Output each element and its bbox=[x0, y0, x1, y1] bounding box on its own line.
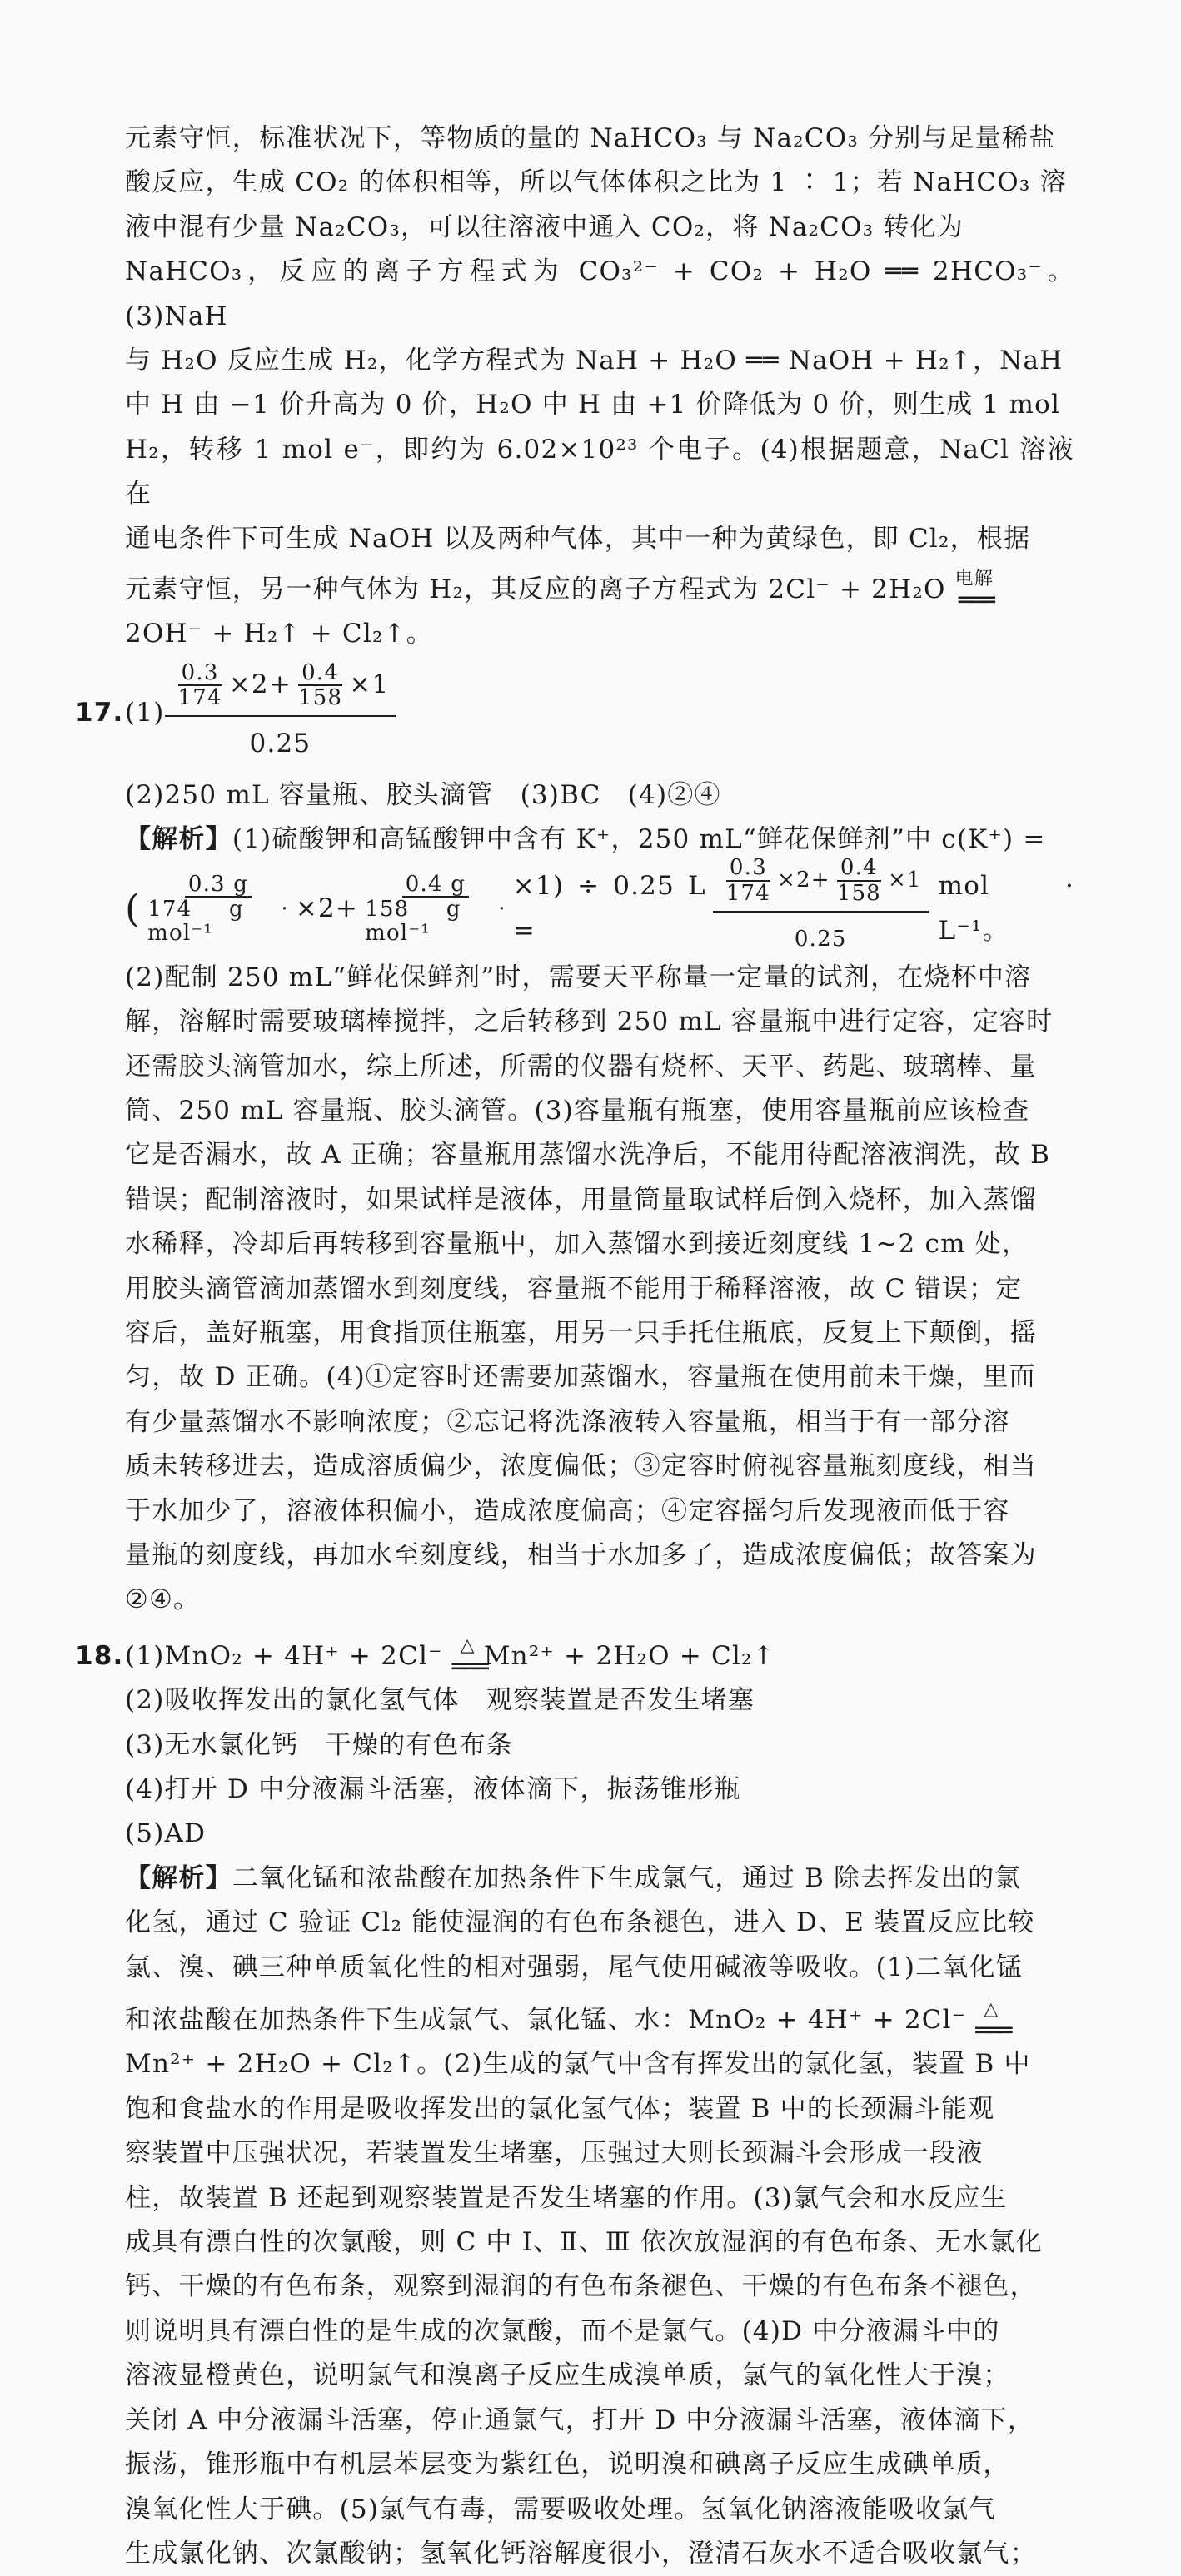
text-line: 溶液显橙黄色，说明氯气和溴离子反应生成溴单质，氯气的氧化性大于溴； bbox=[125, 2360, 1010, 2391]
text-line: (2)配制 250 mL“鲜花保鲜剂”时，需要天平称量一定量的试剂，在烧杯中溶 bbox=[125, 962, 1032, 992]
answer-18-5: (5)AD bbox=[125, 1818, 207, 1849]
text-line: 振荡，锥形瓶中有机层苯层变为紫红色，说明溴和碘离子反应生成碘单质， bbox=[125, 2449, 1010, 2480]
text-line: 中 H 由 −1 价升高为 0 价，H₂O 中 H 由 +1 价降低为 0 价，则生成 1 mol bbox=[125, 390, 1061, 420]
question-17 bbox=[75, 659, 1074, 1623]
analysis-line: 【解析】二氧化锰和浓盐酸在加热条件下生成氯气，通过 B 除去挥发出的氯 bbox=[125, 1862, 1022, 1893]
text-line: 水稀释，冷却后再转移到容量瓶中，加入蒸馏水到接近刻度线 1~2 cm 处， bbox=[125, 1229, 1029, 1260]
heat-equals-sign: △ ═══ bbox=[451, 1635, 484, 1683]
equals-bar: ═══ bbox=[958, 585, 990, 616]
heat-equals-sign: △ ═══ bbox=[975, 1999, 1008, 2046]
text-line: H₂，转移 1 mol e⁻，即约为 6.02×10²³ 个电子。(4)根据题意，NaCl 溶液在 bbox=[125, 434, 1074, 510]
text-line: 2OH⁻ + H₂↑ + Cl₂↑。 bbox=[125, 619, 433, 649]
text-fragment: 元素守恒，另一种气体为 H₂，其反应的离子方程式为 2Cl⁻ + 2H₂O bbox=[125, 574, 955, 605]
answer-18-1: 18. (1)MnO₂ + 4H⁺ + 2Cl⁻ △ ═══ Mn²⁺ + 2H₂O + Cl₂↑ bbox=[75, 1635, 775, 1683]
answer-18-2: (2)吸收挥发出的氯化氢气体 观察装置是否发生堵塞 bbox=[125, 1685, 755, 1716]
text-line: 钙、干燥的有色布条，观察到湿润的有色布条褪色、干燥的有色布条不褪色， bbox=[125, 2271, 1037, 2302]
text-line: 量瓶的刻度线，再加水至刻度线，相当于水加多了，造成浓度偏低；故答案为 bbox=[125, 1539, 1037, 1570]
text-line: 它是否漏水，故 A 正确；容量瓶用蒸馏水洗净后，不能用待配溶液润洗，故 B bbox=[125, 1140, 1051, 1171]
text-line: 有少量蒸馏水不影响浓度；②忘记将洗涤液转入容量瓶，相当于有一部分溶 bbox=[125, 1406, 1010, 1437]
answer-18-4: (4)打开 D 中分液漏斗活塞，液体滴下，振荡锥形瓶 bbox=[125, 1774, 741, 1804]
text-line: 成具有漂白性的次氯酸，则 C 中 Ⅰ、Ⅱ、Ⅲ 依次放湿润的有色布条、无水氯化 bbox=[125, 2227, 1043, 2258]
text-line: 用胶头滴管滴加蒸馏水到刻度线，容量瓶不能用于稀释溶液，故 C 错误；定 bbox=[125, 1273, 1023, 1304]
answer-17-1 bbox=[75, 659, 1074, 763]
text-line: 匀，故 D 正确。(4)①定容时还需要加蒸馏水，容量瓶在使用前未干燥，里面 bbox=[125, 1362, 1036, 1393]
text-line: 元素守恒，标准状况下，等物质的量的 NaHCO₃ 与 Na₂CO₃ 分别与足量稀盐 bbox=[125, 123, 1056, 153]
electrolysis-equals-sign bbox=[954, 569, 994, 616]
text-line: 质未转移进去，造成溶质偏少，浓度偏低；③定容时俯视容量瓶刻度线，相当 bbox=[125, 1451, 1037, 1482]
text-line: NaHCO₃，反应的离子方程式为 CO₃²⁻ + CO₂ + H₂O ══ 2HCO₃⁻。(3)NaH bbox=[125, 256, 1074, 331]
text-line: 溴氧化性大于碘。(5)氯气有毒，需要吸收处理。氢氧化钠溶液能吸收氯气 bbox=[125, 2494, 996, 2524]
text-line: 通电条件下可生成 NaOH 以及两种气体，其中一种为黄绿色，即 Cl₂，根据 bbox=[125, 523, 1031, 554]
text-line bbox=[125, 568, 1074, 616]
text-line: 容后，盖好瓶塞，用食指顶住瓶塞，用另一只手托住瓶底，反复上下颠倒，摇 bbox=[125, 1317, 1037, 1348]
text-line: 察装置中压强状况，若装置发生堵塞，压强过大则长颈漏斗会形成一段液 bbox=[125, 2138, 984, 2169]
question-18 bbox=[75, 1634, 1074, 2576]
text-line: 于水加少了，溶液体积偏小，造成浓度偏高；④定容摇匀后发现液面低于容 bbox=[125, 1495, 1010, 1526]
text-line: 液中混有少量 Na₂CO₃，可以往溶液中通入 CO₂，将 Na₂CO₃ 转化为 bbox=[125, 211, 964, 242]
text-line: 解，溶解时需要玻璃棒搅拌，之后转移到 250 mL 容量瓶中进行定容，定容时 bbox=[125, 1007, 1054, 1037]
document-body bbox=[75, 117, 1074, 2576]
text-line: ②④。 bbox=[125, 1584, 201, 1615]
text-line: 筒、250 mL 容量瓶、胶头滴管。(3)容量瓶有瓶塞，使用容量瓶前应该检查 bbox=[125, 1095, 1030, 1126]
answer-17-2: (2)250 mL 容量瓶、胶头滴管 (3)BC (4)②④ bbox=[125, 779, 721, 810]
answer-18-3: (3)无水氯化钙 干燥的有色布条 bbox=[125, 1729, 514, 1760]
analysis-line: 【解析】(1)硫酸钾和高锰酸钾中含有 K⁺，250 mL“鲜花保鲜剂”中 c(K⁺) = bbox=[125, 824, 1046, 855]
text-line: 柱，故装置 B 还起到观察装置是否发生堵塞的作用。(3)氯气会和水反应生 bbox=[125, 2182, 1008, 2213]
text-line: 化氢，通过 C 验证 Cl₂ 能使湿润的有色布条褪色，进入 D、E 装置反应比较 bbox=[125, 1907, 1035, 1938]
text-line: Mn²⁺ + 2H₂O + Cl₂↑。(2)生成的氯气中含有挥发出的氯化氢，装置 B 中 bbox=[125, 2049, 1031, 2080]
text-line: 错误；配制溶液时，如果试样是液体，用量筒量取试样后倒入烧杯，加入蒸馏 bbox=[125, 1184, 1037, 1215]
concentration-fraction: $\frac{0.3}{174}$ ×2+ $\frac{0.4}{158}$ ×1 0.25 bbox=[165, 661, 396, 767]
text-line: 和浓盐酸在加热条件下生成氯气、氯化锰、水：MnO₂ + 4H⁺ + 2Cl⁻ △ ═══ bbox=[125, 1999, 1008, 2046]
text-line: 饱和食盐水的作用是吸收挥发出的氯化氢气体；装置 B 中的长颈漏斗能观 bbox=[125, 2093, 995, 2124]
answer-label: (1) bbox=[125, 698, 165, 729]
text-line: 氯、溴、碘三种单质氧化性的相对强弱，尾气使用碱液等吸收。(1)二氧化锰 bbox=[125, 1952, 1023, 1982]
calculation-line: ( $\frac{0.3 g}{\text{174 g · mol⁻¹}}$ ×2+ $\frac{0.4 g}{\text{158 g · mol⁻¹}}$ ×1) ÷ 0.25 L = $\frac{0.3}{174}$ ×2+ $\frac{0.4}{158}$ ×1 0.25 mol · L⁻¹。 bbox=[125, 855, 1074, 952]
analysis-tag: 【解析】 bbox=[125, 824, 232, 855]
text-line: 关闭 A 中分液漏斗活塞，停止通氯气，打开 D 中分液漏斗活塞，液体滴下， bbox=[125, 2404, 1035, 2435]
question-number: 18. bbox=[75, 1640, 124, 1671]
text-line: 酸反应，生成 CO₂ 的体积相等，所以气体体积之比为 1 ∶ 1；若 NaHCO₃ 溶 bbox=[125, 167, 1067, 198]
text-line: 生成氯化钠、次氯酸钠；氢氧化钙溶解度很小，澄清石灰水不适合吸收氯气； bbox=[125, 2538, 1037, 2569]
electrolysis-condition: 电解 bbox=[954, 569, 994, 590]
question-number: 17. bbox=[75, 698, 124, 729]
text-line: 与 H₂O 反应生成 H₂，化学方程式为 NaH + H₂O ══ NaOH + H₂↑，NaH bbox=[125, 346, 1064, 376]
text-line: 还需胶头滴管加水，综上所述，所需的仪器有烧杯、天平、药匙、玻璃棒、量 bbox=[125, 1051, 1037, 1082]
text-line: 则说明具有漂白性的是生成的次氯酸，而不是氯气。(4)D 中分液漏斗中的 bbox=[125, 2315, 1000, 2346]
analysis-tag: 【解析】 bbox=[125, 1862, 232, 1893]
